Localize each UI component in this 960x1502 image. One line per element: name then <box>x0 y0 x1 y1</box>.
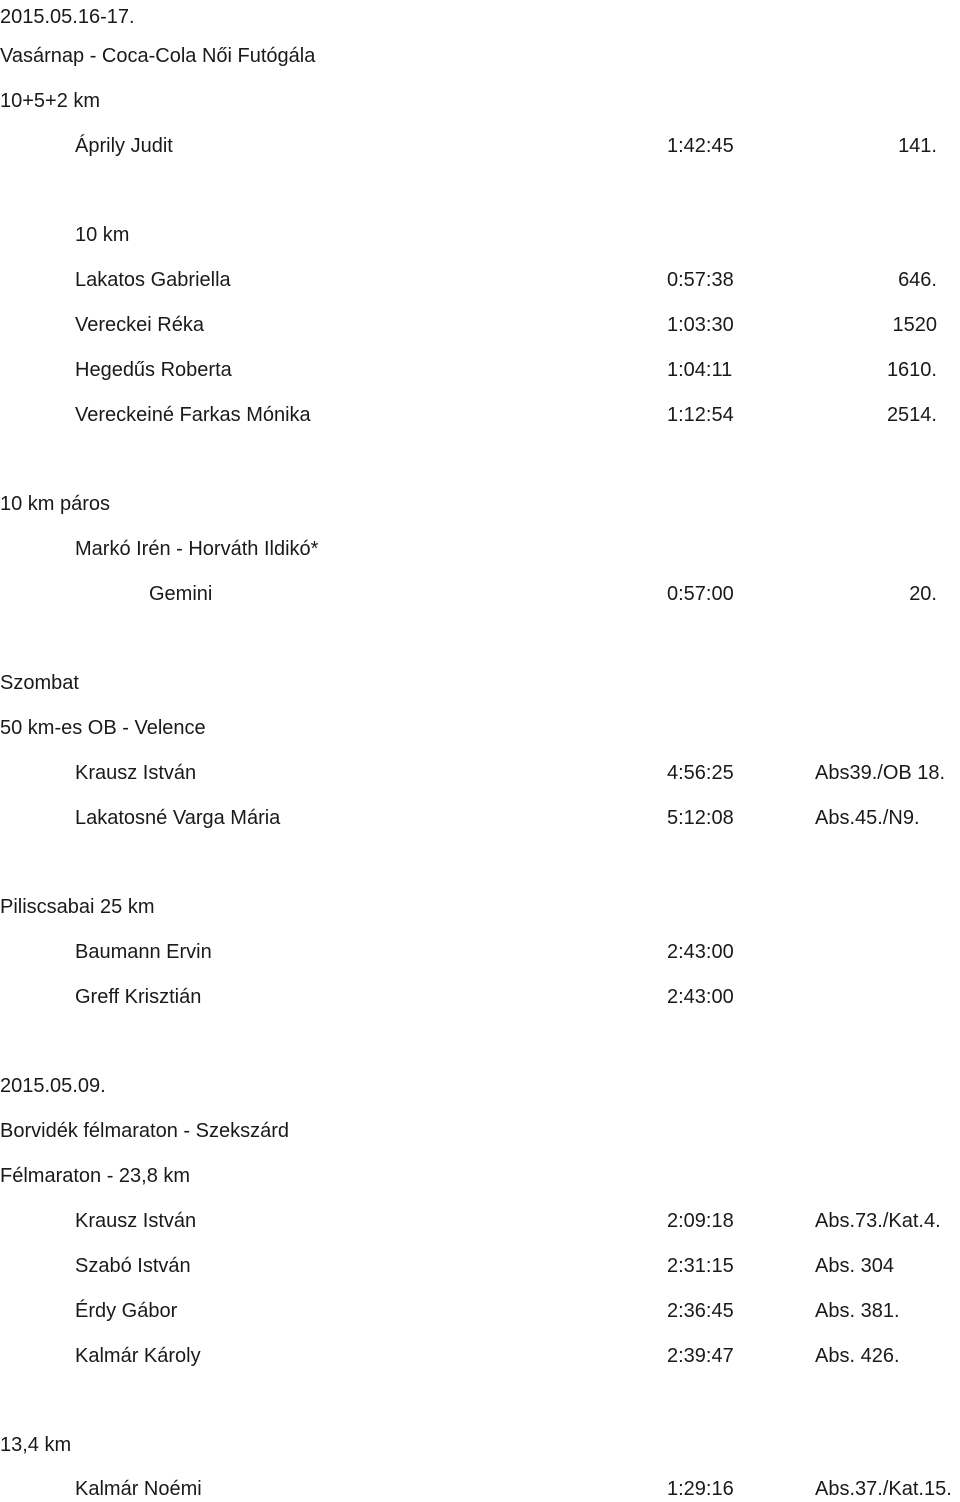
event-heading <box>0 43 960 69</box>
result-row <box>0 1476 960 1502</box>
runner-name: Krausz István <box>75 1210 197 1232</box>
runner-name: Vereckei Réka <box>75 314 204 336</box>
heading-text: Félmaraton - 23,8 km <box>0 1165 191 1187</box>
event-heading <box>0 894 960 920</box>
finish-time: 2:43:00 <box>667 941 734 963</box>
placement: Abs. 304 <box>815 1255 894 1277</box>
day-heading <box>0 670 960 696</box>
finish-time: 1:03:30 <box>667 314 734 336</box>
placement: 1520 <box>892 314 937 336</box>
result-row <box>0 760 960 786</box>
runner-name: Vereckeiné Farkas Mónika <box>75 404 311 426</box>
result-row <box>0 357 960 383</box>
runner-name: Hegedűs Roberta <box>75 359 232 381</box>
runner-name: Greff Krisztián <box>75 986 202 1008</box>
finish-time: 4:56:25 <box>667 762 734 784</box>
placement: Abs.73./Kat.4. <box>815 1210 941 1232</box>
placement: Abs.37./Kat.15. <box>815 1478 952 1500</box>
finish-time: 2:43:00 <box>667 986 734 1008</box>
result-row <box>0 939 960 965</box>
result-row <box>0 1343 960 1369</box>
heading-text: Vasárnap - Coca-Cola Női Futógála <box>0 45 316 67</box>
distance-heading <box>0 491 960 517</box>
runner-name: Krausz István <box>75 762 197 784</box>
placement: 2514. <box>886 404 937 426</box>
heading-text: 10 km <box>75 224 130 246</box>
runner-name: Kalmár Noémi <box>75 1478 202 1500</box>
finish-time: 2:39:47 <box>667 1345 734 1367</box>
event-heading <box>0 715 960 741</box>
placement: 1610. <box>886 359 937 381</box>
result-row <box>0 133 960 159</box>
placement: 20. <box>909 583 937 605</box>
event-heading <box>0 1118 960 1144</box>
heading-text: Piliscsabai 25 km <box>0 896 155 918</box>
heading-text: 10 km páros <box>0 493 111 515</box>
date-heading <box>0 4 960 30</box>
finish-time: 1:04:11 <box>667 359 733 381</box>
runner-name: Markó Irén - Horváth Ildikó* <box>75 538 319 560</box>
runner-name: Érdy Gábor <box>75 1300 178 1322</box>
placement: Abs. 426. <box>815 1345 900 1367</box>
heading-text: 50 km-es OB - Velence <box>0 717 206 739</box>
finish-time: 1:42:45 <box>667 135 734 157</box>
result-row <box>0 805 960 831</box>
finish-time: 0:57:38 <box>667 269 734 291</box>
runner-name: Lakatos Gabriella <box>75 269 231 291</box>
heading-text: 2015.05.16-17. <box>0 6 135 28</box>
distance-heading <box>0 222 960 248</box>
placement: Abs39./OB 18. <box>815 762 946 784</box>
distance-heading <box>0 1163 960 1189</box>
heading-text: Borvidék félmaraton - Szekszárd <box>0 1120 290 1142</box>
placement: 646. <box>898 269 937 291</box>
placement: Abs.45./N9. <box>815 807 920 829</box>
finish-time: 5:12:08 <box>667 807 734 829</box>
runner-name: Lakatosné Varga Mária <box>75 807 281 829</box>
result-row <box>0 984 960 1010</box>
finish-time: 2:09:18 <box>667 1210 734 1232</box>
result-row <box>0 1298 960 1324</box>
runner-name: Baumann Ervin <box>75 941 212 963</box>
result-row <box>0 1208 960 1234</box>
finish-time: 1:12:54 <box>667 404 734 426</box>
date-heading <box>0 1073 960 1099</box>
placement: 141. <box>898 135 937 157</box>
result-row <box>0 402 960 428</box>
heading-text: 13,4 km <box>0 1434 72 1456</box>
result-row <box>0 581 960 607</box>
placement: Abs. 381. <box>815 1300 900 1322</box>
result-row <box>0 312 960 338</box>
distance-heading <box>0 1432 960 1458</box>
heading-text: 2015.05.09. <box>0 1075 106 1097</box>
team-name: Gemini <box>149 583 213 605</box>
distance-heading <box>0 88 960 114</box>
result-row <box>0 267 960 293</box>
finish-time: 1:29:16 <box>667 1478 734 1500</box>
finish-time: 2:31:15 <box>667 1255 734 1277</box>
runner-name: Áprily Judit <box>75 135 173 157</box>
finish-time: 2:36:45 <box>667 1300 734 1322</box>
runner-name: Kalmár Károly <box>75 1345 201 1367</box>
finish-time: 0:57:00 <box>667 583 734 605</box>
result-row <box>0 1253 960 1279</box>
result-row <box>0 536 960 562</box>
heading-text: 10+5+2 km <box>0 90 101 112</box>
heading-text: Szombat <box>0 672 79 694</box>
runner-name: Szabó István <box>75 1255 191 1277</box>
